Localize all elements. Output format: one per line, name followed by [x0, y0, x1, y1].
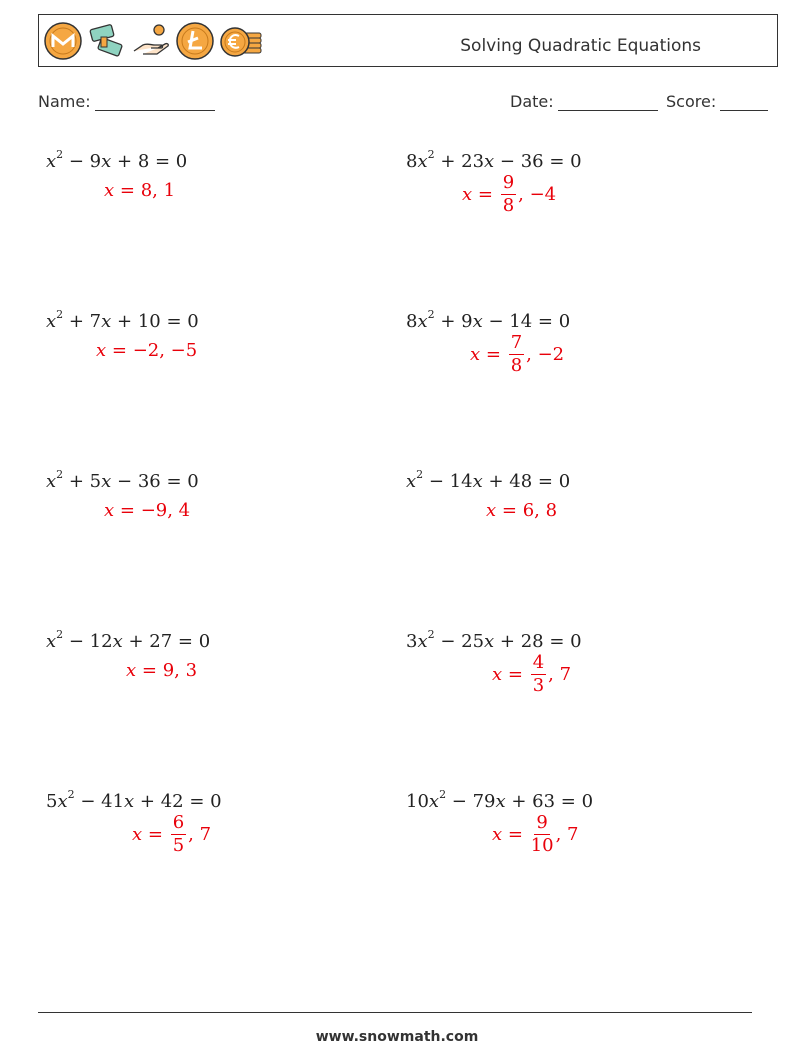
equals-sign: =: [496, 500, 523, 521]
problem-9-equation: [46, 790, 222, 812]
problem-2-equation: [406, 150, 582, 172]
equals-sign: =: [502, 824, 529, 845]
header-box: [38, 14, 778, 67]
problem-1-equation: [46, 150, 187, 172]
var-x: x: [104, 180, 115, 201]
answer-rest: , 7: [555, 824, 579, 845]
problem-3-answer: [96, 340, 197, 361]
answer-values: 6, 8: [522, 500, 558, 521]
monero-coin-icon: [43, 21, 83, 61]
fraction-numerator: 4: [532, 652, 545, 673]
fraction-numerator: 7: [510, 332, 523, 353]
answer-fraction: [501, 174, 516, 215]
footer-url[interactable]: www.snowmath.com: [315, 1029, 479, 1045]
eq-coef-a: 5: [46, 791, 58, 812]
exponent: 2: [427, 308, 435, 321]
equals-sign: =: [106, 340, 133, 361]
var-x: x: [417, 151, 428, 172]
problem-5-equation: [46, 470, 199, 492]
eq-coef-b: + 23: [434, 151, 485, 172]
eq-constant: − 36 = 0: [494, 151, 582, 172]
var-x: x: [126, 660, 137, 681]
var-x: x: [417, 311, 428, 332]
answer-fraction: [531, 814, 554, 855]
problem-8-answer: [492, 654, 571, 695]
answer-rest: , −4: [518, 184, 557, 205]
var-x: x: [462, 184, 473, 205]
answer-fraction: [531, 654, 546, 695]
problem-10-equation: [406, 790, 593, 812]
answer-values: 9, 3: [162, 660, 198, 681]
var-x: x: [104, 500, 115, 521]
eq-coef-b: + 7: [63, 311, 102, 332]
var-x: x: [472, 311, 483, 332]
equals-sign: =: [142, 824, 169, 845]
problem-3-equation: [46, 310, 199, 332]
var-x: x: [96, 340, 107, 361]
equals-sign: =: [136, 660, 163, 681]
eq-coef-b: − 41: [74, 791, 125, 812]
eq-constant: + 10 = 0: [111, 311, 199, 332]
eq-constant: + 63 = 0: [505, 791, 594, 812]
answer-fraction: [509, 334, 524, 375]
var-x: x: [112, 631, 123, 652]
eq-coef-b: − 12: [63, 631, 113, 652]
fraction-denominator: 10: [530, 835, 554, 856]
eq-constant: + 42 = 0: [134, 791, 222, 812]
var-x: x: [101, 471, 112, 492]
problem-8-equation: [406, 630, 582, 652]
answer-rest: , 7: [548, 664, 572, 685]
eq-coef-b: − 25: [434, 631, 485, 652]
fraction-numerator: 6: [172, 812, 185, 833]
var-x: x: [46, 311, 57, 332]
eq-coef-b: + 5: [63, 471, 102, 492]
equals-sign: =: [502, 664, 529, 685]
fraction-numerator: 9: [536, 812, 548, 833]
var-x: x: [484, 151, 495, 172]
fraction-denominator: 3: [532, 675, 545, 696]
equals-sign: =: [114, 180, 141, 201]
var-x: x: [492, 664, 503, 685]
eq-coef-a: 8: [406, 311, 418, 332]
header-icons: [43, 21, 265, 61]
eq-constant: + 8 = 0: [111, 151, 188, 172]
problem-2-answer: [462, 174, 556, 215]
eq-coef-b: − 9: [63, 151, 102, 172]
score-label: Score:: [666, 92, 717, 111]
problem-9-answer: [132, 814, 211, 855]
answer-fraction: [171, 814, 186, 855]
fraction-denominator: 8: [502, 195, 515, 216]
equals-sign: =: [114, 500, 141, 521]
problem-10-answer: [492, 814, 579, 855]
eq-constant: − 36 = 0: [111, 471, 199, 492]
footer-divider: [38, 1012, 752, 1013]
eq-constant: + 27 = 0: [122, 631, 211, 652]
var-x: x: [495, 791, 506, 812]
problem-1-answer: [104, 180, 175, 201]
eq-coef-a: 8: [406, 151, 418, 172]
problem-7-answer: [126, 660, 197, 681]
hand-coin-icon: [131, 21, 171, 61]
var-x: x: [57, 791, 68, 812]
fraction-denominator: 5: [172, 835, 185, 856]
var-x: x: [101, 311, 112, 332]
answer-values: −2, −5: [132, 340, 198, 361]
name-blank[interactable]: [95, 94, 215, 111]
problem-5-answer: [104, 500, 190, 521]
eq-constant: − 14 = 0: [482, 311, 571, 332]
var-x: x: [417, 631, 428, 652]
var-x: x: [132, 824, 143, 845]
var-x: x: [101, 151, 112, 172]
cash-bundle-icon: [87, 21, 127, 61]
exponent: 2: [56, 148, 64, 161]
eq-constant: + 28 = 0: [494, 631, 582, 652]
name-field: [38, 92, 215, 111]
exponent: 2: [416, 468, 424, 481]
exponent: 2: [56, 468, 64, 481]
var-x: x: [124, 791, 135, 812]
name-label: Name:: [38, 92, 91, 111]
answer-values: 8, 1: [140, 180, 176, 201]
problem-4-answer: [470, 334, 564, 375]
exponent: 2: [56, 628, 64, 641]
problem-4-equation: [406, 310, 570, 332]
page-title: Solving Quadratic Equations: [460, 36, 701, 56]
answer-rest: , −2: [526, 344, 565, 365]
problem-7-equation: [46, 630, 210, 652]
eq-constant: + 48 = 0: [482, 471, 571, 492]
eq-coef-a: 3: [406, 631, 418, 652]
exponent: 2: [56, 308, 64, 321]
var-x: x: [470, 344, 481, 365]
var-x: x: [472, 471, 483, 492]
litecoin-icon: [175, 21, 215, 61]
problem-6-equation: [406, 470, 570, 492]
var-x: x: [428, 791, 440, 812]
equals-sign: =: [472, 184, 499, 205]
var-x: x: [486, 500, 497, 521]
exponent: 2: [427, 148, 435, 161]
score-field: [666, 92, 768, 111]
date-label: Date:: [510, 92, 554, 111]
problem-6-answer: [486, 500, 557, 521]
exponent: 2: [439, 788, 447, 801]
fraction-numerator: 9: [502, 172, 515, 193]
eq-coef-b: − 79: [446, 791, 496, 812]
answer-rest: , 7: [188, 824, 212, 845]
date-blank[interactable]: [558, 94, 658, 111]
date-field: [510, 92, 658, 111]
exponent: 2: [427, 628, 435, 641]
answer-values: −9, 4: [140, 500, 191, 521]
var-x: x: [406, 471, 417, 492]
score-blank[interactable]: [720, 94, 768, 111]
eq-coef-b: + 9: [434, 311, 473, 332]
eq-coef-b: − 14: [423, 471, 473, 492]
var-x: x: [484, 631, 495, 652]
var-x: x: [46, 151, 57, 172]
equals-sign: =: [480, 344, 507, 365]
var-x: x: [46, 471, 57, 492]
fraction-denominator: 8: [510, 355, 523, 376]
var-x: x: [492, 824, 503, 845]
eq-coef-a: 10: [406, 791, 429, 812]
exponent: 2: [67, 788, 75, 801]
var-x: x: [46, 631, 57, 652]
euro-coin-stack-icon: [219, 21, 265, 61]
